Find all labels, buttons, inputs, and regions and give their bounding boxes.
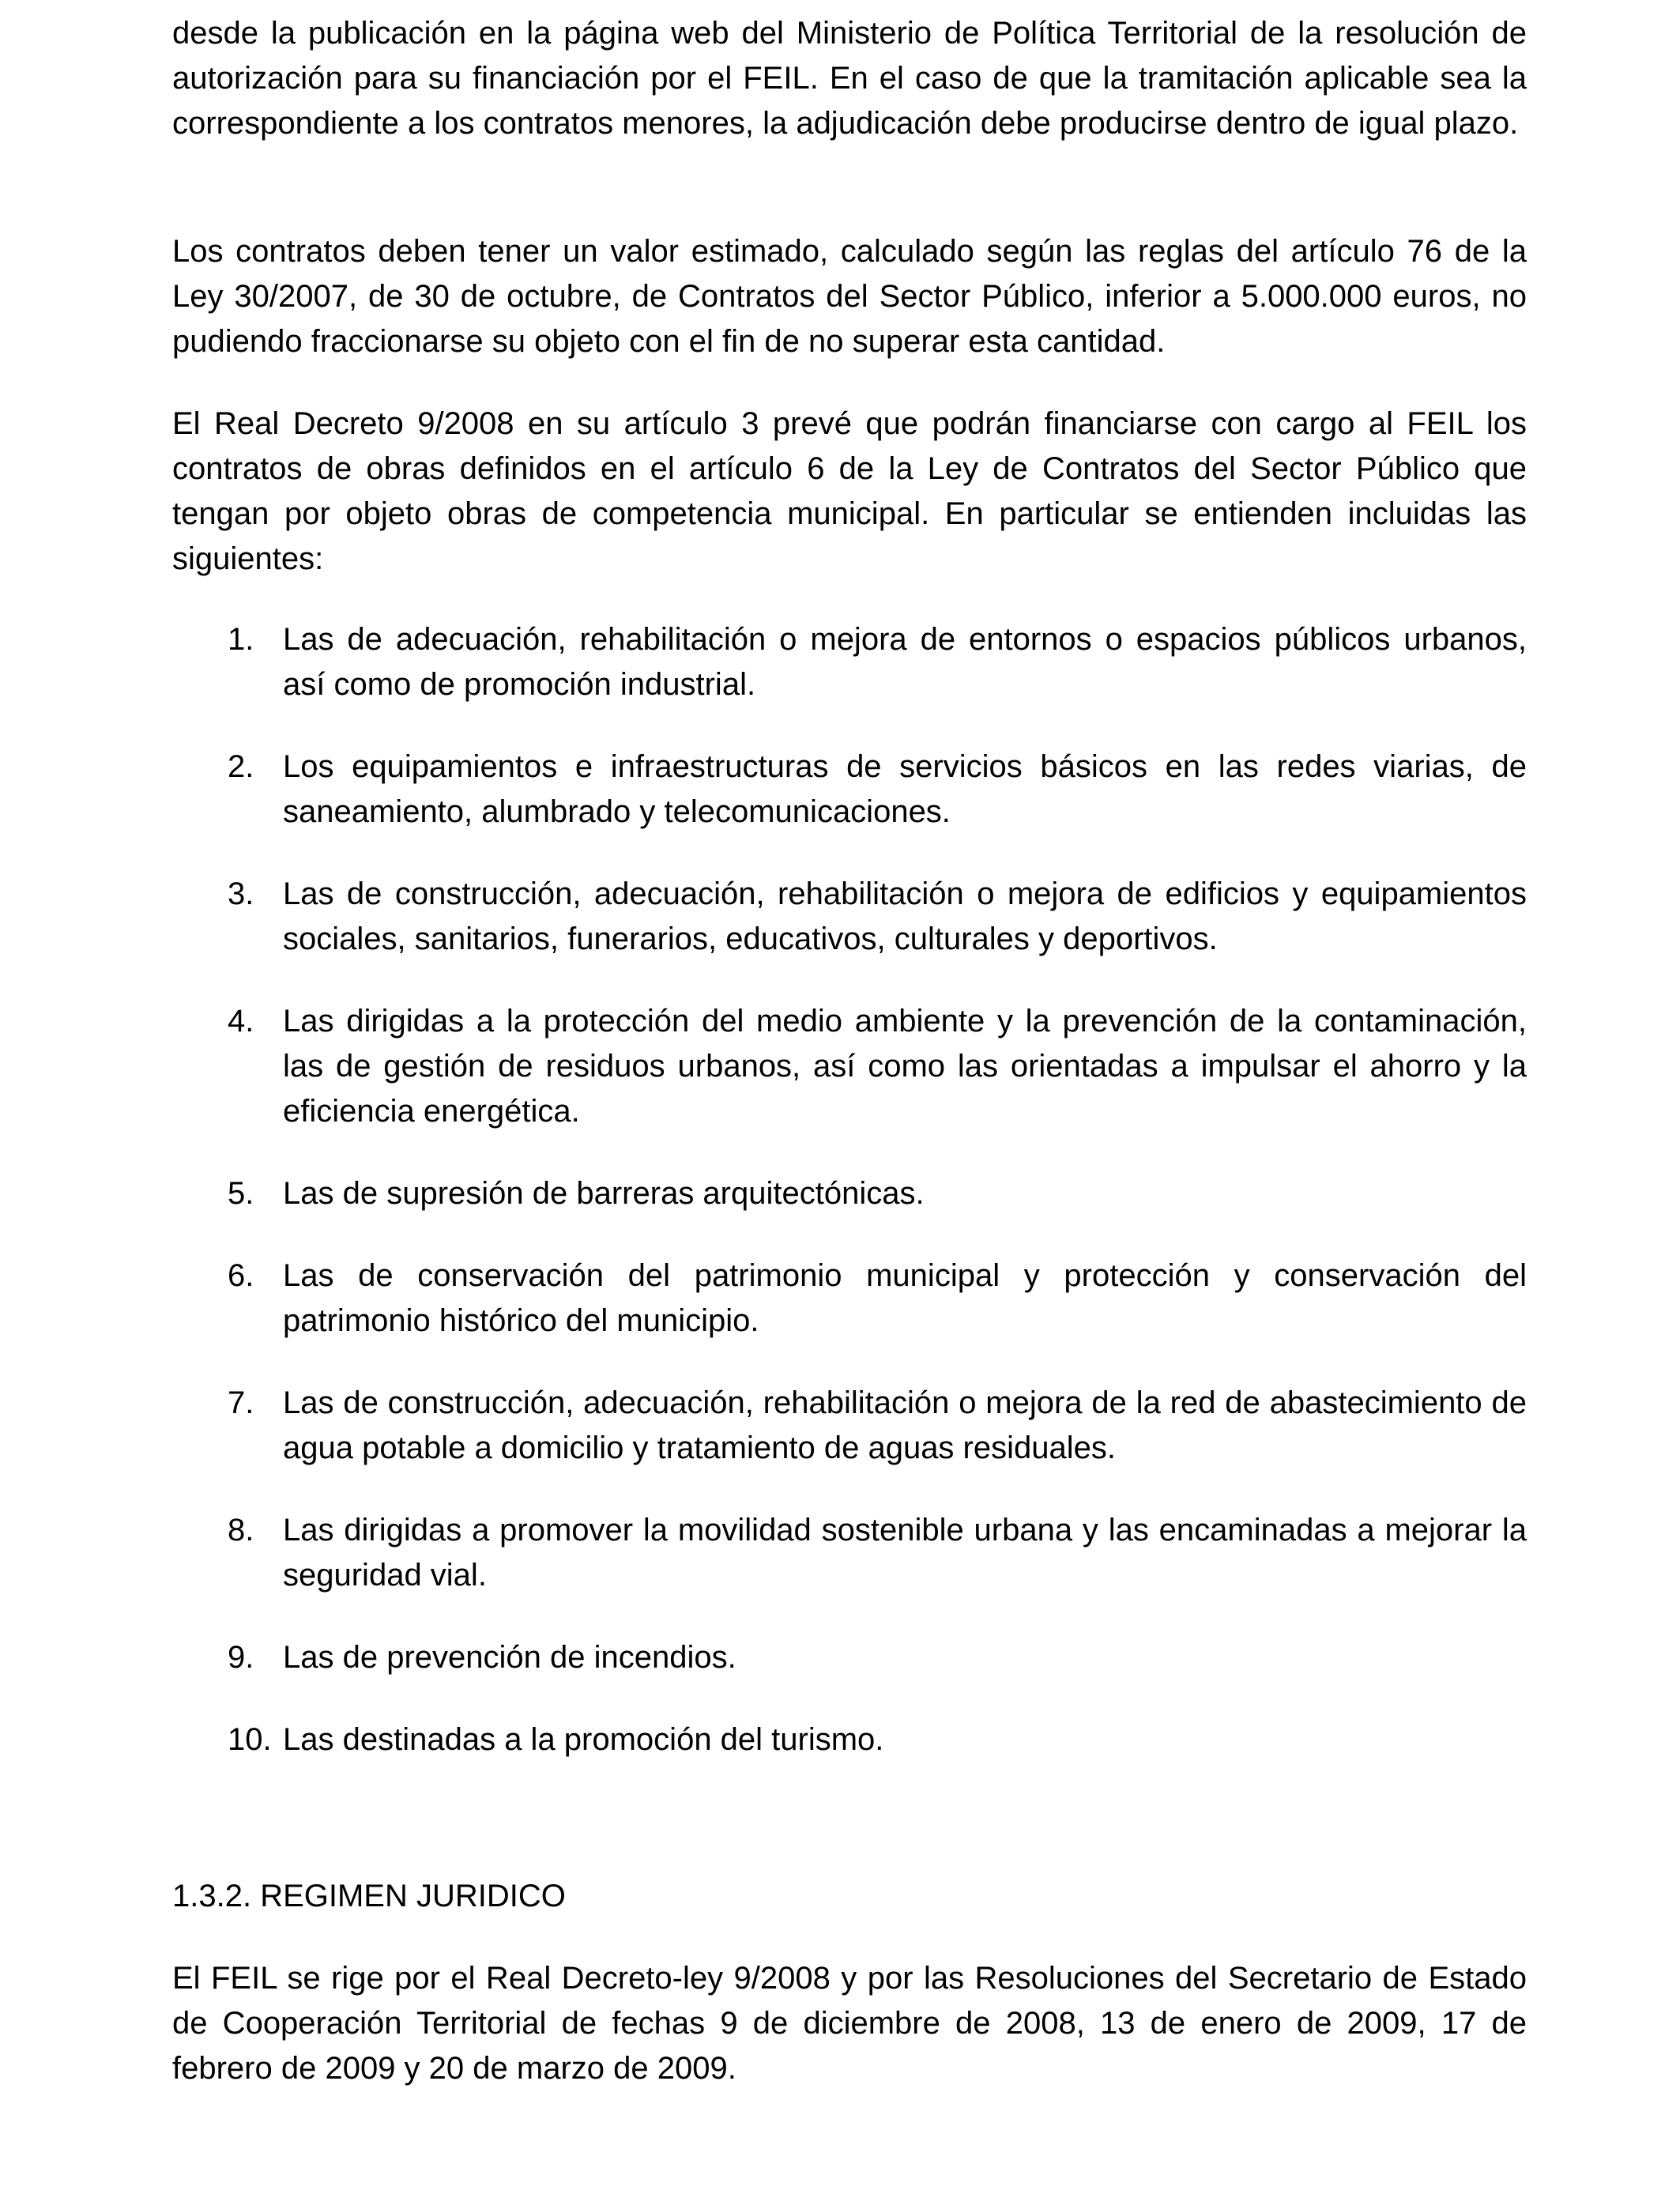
list-item-number: 9. [228, 1640, 254, 1675]
list-item-text: Las de construcción, adecuación, rehabilitación o mejora de la red de abastecimiento de agua potable a domicilio y tratamiento de aguas residuales. [283, 1385, 1527, 1465]
list-item [172, 1717, 1527, 1762]
paragraph-publication-deadline: desde la publicación en la página web del Ministerio de Política Territorial de la resolución de autorización para su financiación por el FEIL. En el caso de que la tramitación aplicable sea la correspondiente a los contratos menores, la adjudicación debe producirse dentro de igual plazo. [172, 16, 1527, 141]
list-item-text: Las de supresión de barreras arquitectónicas. [283, 1176, 925, 1211]
paragraph-contract-value: Los contratos deben tener un valor estimado, calculado según las reglas del artículo 76 de la Ley 30/2007, de 30 de octubre, de Contratos del Sector Público, inferior a 5.000.000 euros, no pudiendo fraccionarse su objeto con el fin de no superar esta cantidad. [172, 234, 1527, 359]
list-item [172, 999, 1527, 1134]
list-item [172, 1635, 1527, 1680]
list-item-number: 4. [228, 1004, 254, 1039]
list-item-text: Los equipamientos e infraestructuras de servicios básicos en las redes viarias, de saneamiento, alumbrado y telecomunicaciones. [283, 749, 1527, 829]
list-item-text: Las destinadas a la promoción del turismo. [283, 1722, 884, 1757]
section-heading: 1.3.2. REGIMEN JURIDICO [172, 1879, 566, 1913]
list-item-number: 8. [228, 1513, 254, 1547]
list-item-number: 7. [228, 1385, 254, 1420]
list-item [172, 617, 1527, 707]
list-item-number: 10. [228, 1722, 272, 1757]
list-item-number: 2. [228, 749, 254, 784]
list-item-number: 5. [228, 1176, 254, 1211]
list-item-text: Las de prevención de incendios. [283, 1640, 736, 1675]
list-item-number: 6. [228, 1258, 254, 1293]
list-item [172, 745, 1527, 835]
list-item [172, 1381, 1527, 1471]
list-item-text: Las dirigidas a la protección del medio ambiente y la prevención de la contaminación, las de gestión de residuos urbanos, así como las orientadas a impulsar el ahorro y la eficiencia energética. [283, 1004, 1527, 1129]
list-item [172, 1508, 1527, 1598]
list-item [172, 1171, 1527, 1216]
list-item-text: Las de construcción, adecuación, rehabilitación o mejora de edificios y equipamientos sociales, sanitarios, funerarios, educativos, culturales y deportivos. [283, 876, 1527, 956]
list-item-number: 3. [228, 876, 254, 911]
list-item [172, 1253, 1527, 1344]
list-item-text: Las de adecuación, rehabilitación o mejora de entornos o espacios públicos urbanos, así como de promoción industrial. [283, 622, 1527, 702]
list-item [172, 872, 1527, 962]
paragraph-eligible-works-intro: El Real Decreto 9/2008 en su artículo 3 prevé que podrán financiarse con cargo al FEIL los contratos de obras definidos en el artículo 6 de la Ley de Contratos del Sector Público que tengan por objeto obras de competencia municipal. En particular se entienden incluidas las siguientes: [172, 406, 1527, 576]
list-item-text: Las dirigidas a promover la movilidad sostenible urbana y las encaminadas a mejorar la seguridad vial. [283, 1513, 1527, 1593]
list-item-text: Las de conservación del patrimonio municipal y protección y conservación del patrimonio histórico del municipio. [283, 1258, 1527, 1338]
paragraph-legal-regime: El FEIL se rige por el Real Decreto-ley 9/2008 y por las Resoluciones del Secretario de Estado de Cooperación Territorial de fechas 9 de diciembre de 2008, 13 de enero de 2009, 17 de febrero de 2009 y 20 de marzo de 2009. [172, 1961, 1527, 2086]
list-item-number: 1. [228, 622, 254, 657]
